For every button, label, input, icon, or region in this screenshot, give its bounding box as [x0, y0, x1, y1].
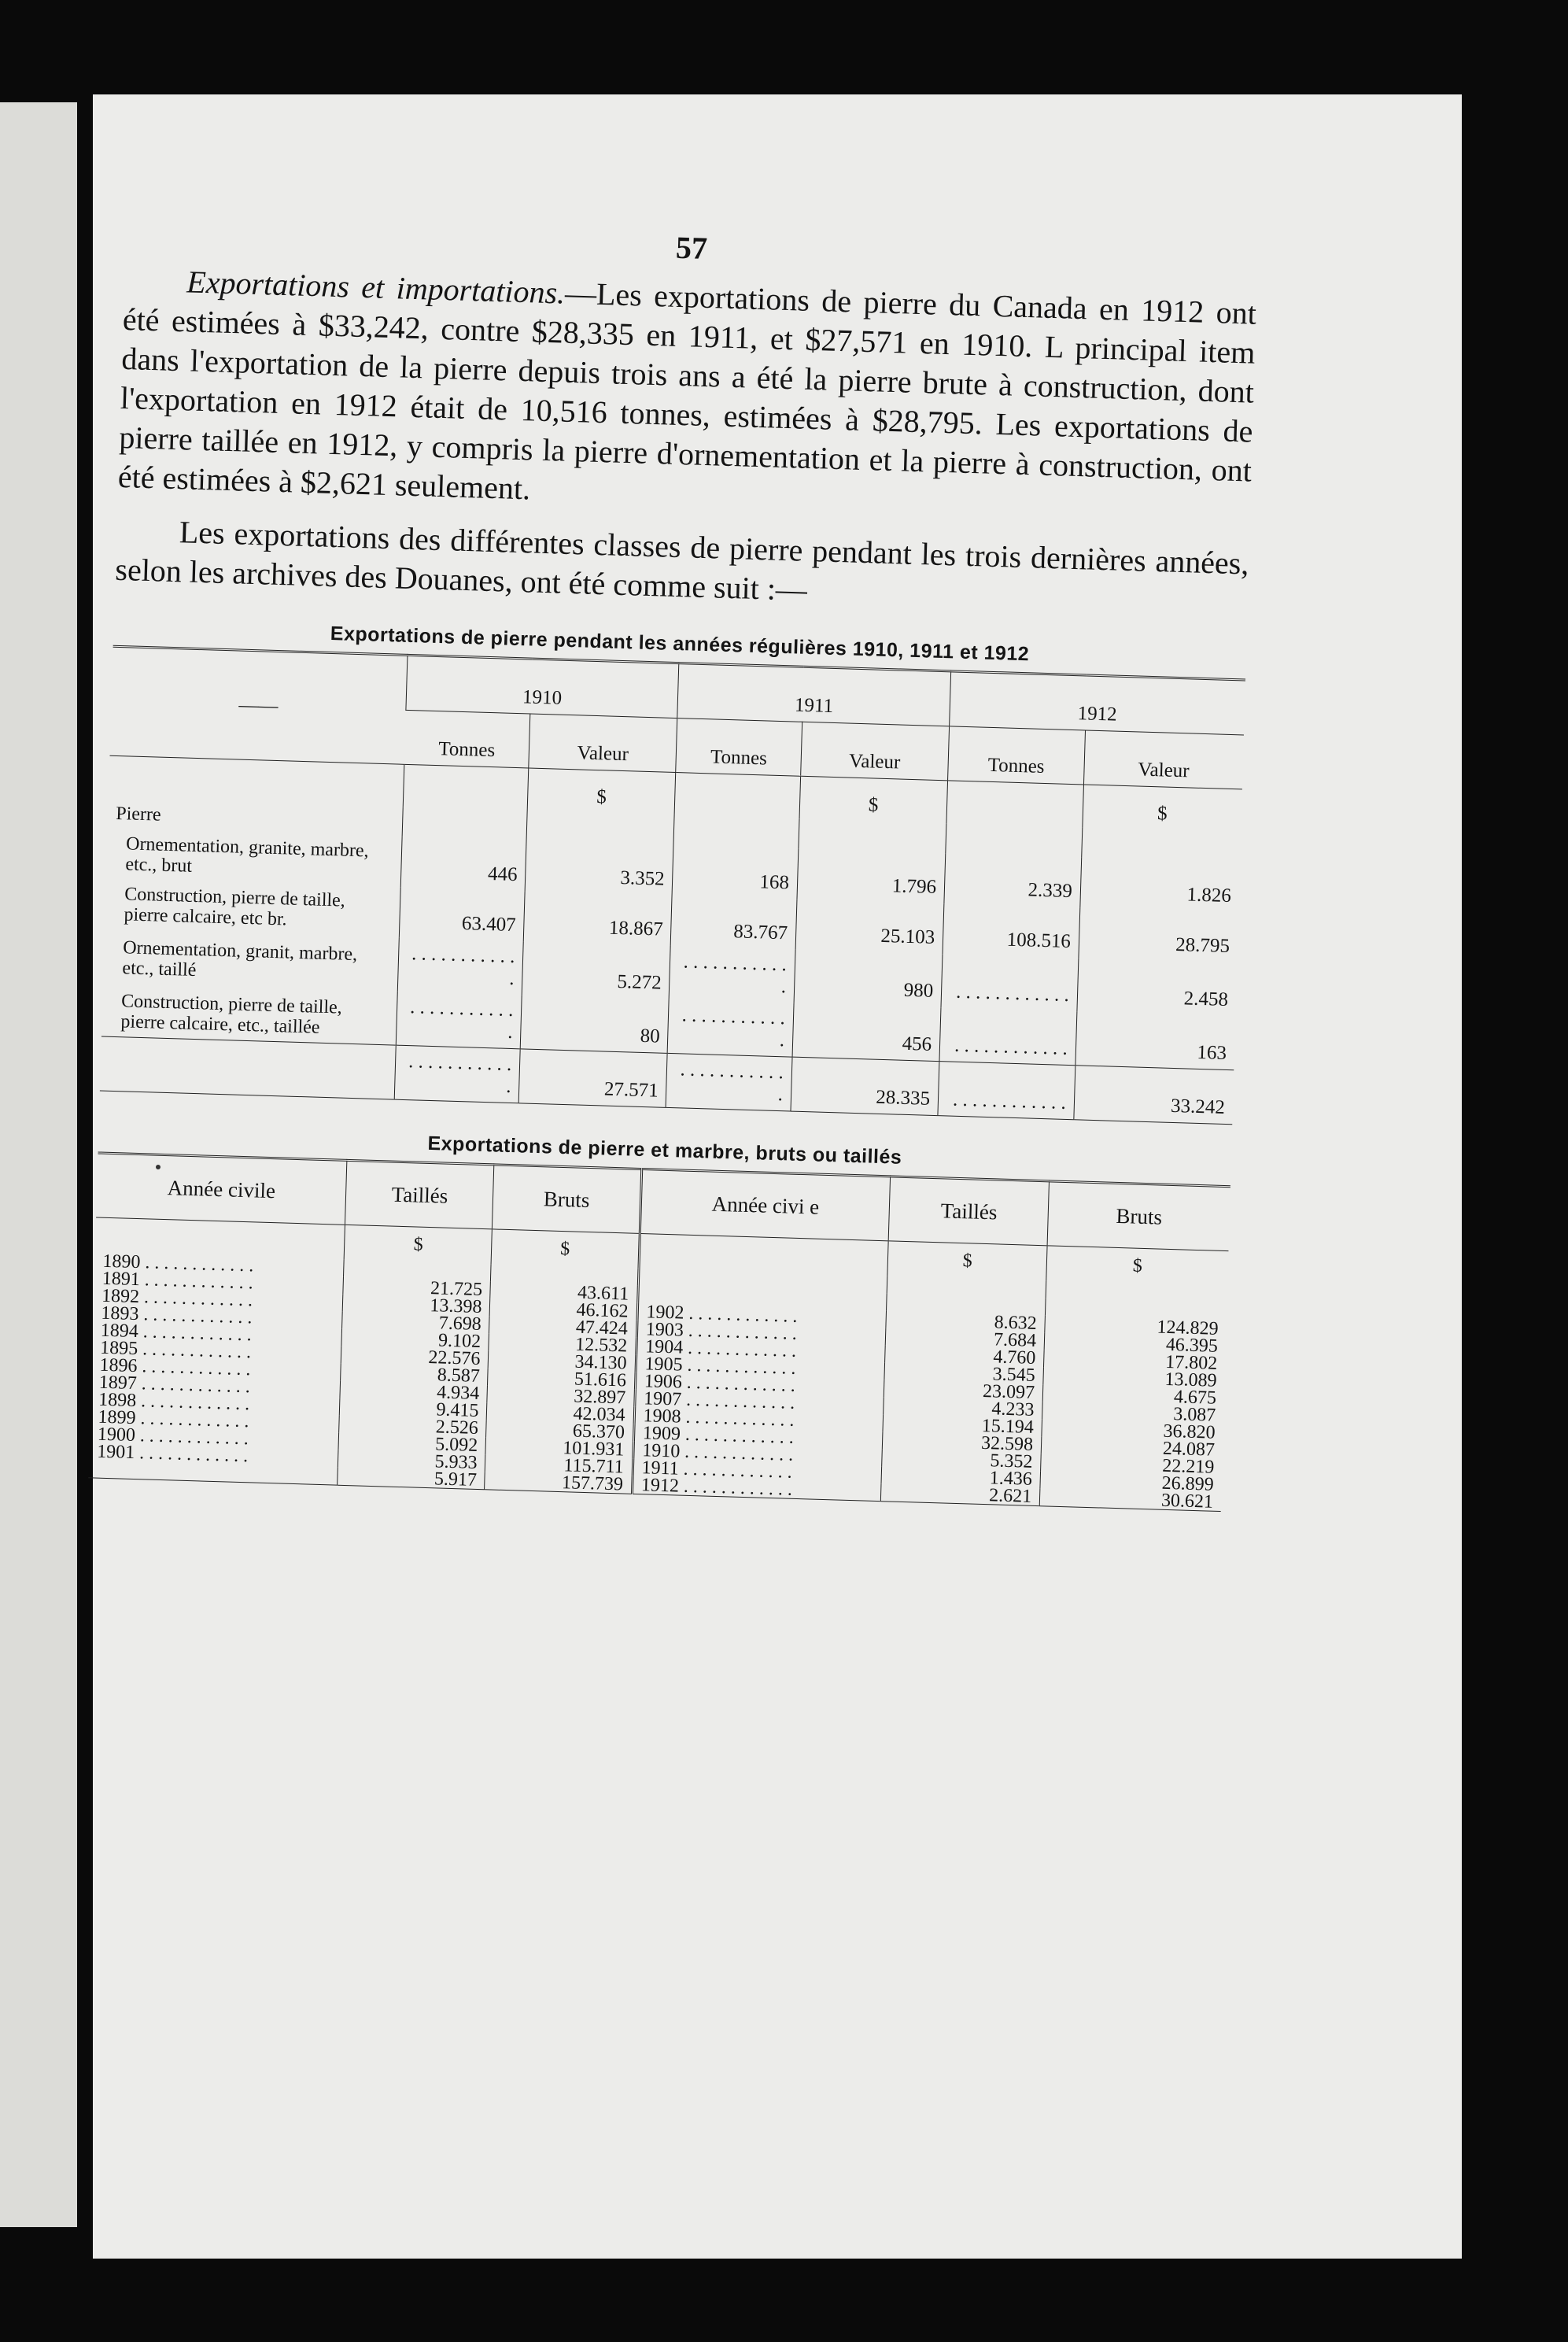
col-tonnes: Tonnes — [676, 718, 802, 777]
paragraph-body: —Les exportations de pierre du Canada en 1912 ont été estimées à $33,242, contre $28,335 en 1911, et $27,571 en 1910. L principal item dans l'exportation de la pierre depuis trois ans a été la pierre brute à construction, dont l'exportation en 1912 était de 10,516 tonnes, estimées à $28,795. Les exportations de pierre taillée en 1912, y compris la pierre d'ornementation et la pierre à construction, ont été estimées à $2,621 seulement. — [117, 275, 1257, 507]
tailles-cell: 2.526 — [339, 1416, 487, 1438]
tailles-cell: 32.598 — [883, 1431, 1042, 1454]
paragraph-classes: Les exportations des différentes classes de pierre pendant les trois dernières années, selon les archives des Douanes, ont été comme suit :— — [114, 514, 1250, 608]
col-year-right: Année civi e — [640, 1169, 891, 1240]
col-tonnes: Tonnes — [404, 710, 530, 768]
tailles-cell: 7.684 — [886, 1328, 1045, 1350]
tailles-cell: 3.545 — [884, 1362, 1043, 1384]
year-cell: 1896 . . . — [91, 1356, 341, 1380]
year-cell: 1890 . . . — [94, 1252, 344, 1276]
bruts-cell: 30.621 — [1039, 1488, 1221, 1511]
cell-value: 2.339 — [944, 853, 1082, 907]
cell-value: 25.103 — [795, 899, 944, 955]
year-cell: 1910 . . . — [633, 1442, 882, 1466]
col-tailles-left: Taillés — [345, 1160, 495, 1229]
col-tailles-right: Taillés — [889, 1177, 1050, 1246]
row-label: Construction, pierre de taille, pierre calcaire, etc., taillée — [120, 991, 343, 1038]
cell-empty — [668, 999, 794, 1057]
table-exports-by-calendar-year — [88, 1151, 1230, 1512]
tailles-cell: 22.576 — [341, 1346, 489, 1369]
cell-value: 163 — [1075, 1011, 1236, 1069]
year-cell: 1894 . . . — [93, 1321, 342, 1346]
tailles-cell: 13.398 — [342, 1295, 490, 1317]
tailles-cell: 4.934 — [340, 1381, 488, 1403]
cell-value: 18.867 — [524, 891, 673, 946]
tailles-cell: 1.436 — [881, 1466, 1040, 1488]
row-label: Construction, pierre de taille, pierre calcaire, etc br. — [124, 884, 346, 930]
col-bruts-left: Bruts — [493, 1165, 642, 1234]
table1-year-1912: 1912 — [950, 671, 1245, 735]
year-cell: 1892 . . . — [94, 1287, 343, 1311]
cell-empty — [394, 1045, 520, 1103]
cell-empty — [670, 946, 795, 1003]
bruts-cell: 124.829 — [1045, 1315, 1227, 1338]
bruts-cell: 65.370 — [486, 1420, 634, 1442]
unit-dollar: $ — [492, 1229, 640, 1269]
year-cell: 1906 . . . — [635, 1372, 884, 1397]
cell-value: 1.796 — [797, 849, 946, 904]
col-valeur: Valeur — [801, 722, 950, 781]
year-cell: 1905 . . . — [636, 1355, 885, 1380]
tailles-cell: 8.632 — [886, 1310, 1045, 1332]
cell-empty — [938, 1062, 1075, 1120]
tailles-cell: 8.587 — [341, 1364, 489, 1386]
tailles-cell: 4.760 — [885, 1345, 1044, 1367]
tailles-cell: 4.233 — [884, 1397, 1042, 1419]
cell-value: 3.352 — [525, 840, 673, 896]
bruts-cell: 13.089 — [1043, 1367, 1225, 1390]
total-1911: 28.335 — [791, 1057, 939, 1116]
year-cell: 1911 . . . — [633, 1459, 882, 1483]
tailles-cell: 5.933 — [338, 1450, 486, 1472]
cell-empty — [941, 954, 1079, 1011]
cell-value: 83.767 — [671, 896, 797, 950]
cell-empty — [939, 1007, 1077, 1066]
year-cell: 1891 . . . — [94, 1269, 343, 1294]
bruts-cell: 12.532 — [489, 1333, 636, 1355]
row-label: Pierre — [115, 803, 162, 826]
tailles-cell: 5.917 — [338, 1468, 485, 1490]
year-cell: 1907 . . . — [634, 1390, 884, 1414]
adjacent-page-edge — [0, 102, 77, 2227]
bruts-cell: 34.130 — [489, 1350, 636, 1372]
tailles-cell: 5.092 — [338, 1433, 486, 1455]
cell-value: 980 — [794, 950, 943, 1008]
year-cell: 1895 . . . — [92, 1339, 341, 1363]
year-cell: 1903 . . . — [636, 1321, 886, 1345]
tailles-cell: 9.102 — [341, 1329, 489, 1351]
bruts-cell: 51.616 — [488, 1368, 636, 1390]
year-cell: 1909 . . . — [633, 1424, 883, 1449]
cell-value: 108.516 — [943, 903, 1080, 958]
page-number: 57 — [675, 229, 708, 266]
bruts-cell: 42.034 — [487, 1402, 635, 1424]
table1-corner: —— — [110, 646, 408, 764]
unit-dollar: $ — [527, 768, 676, 815]
year-cell: 1899 . . . — [90, 1408, 339, 1432]
paragraph-exports — [117, 260, 1256, 530]
unit-dollar: $ — [1083, 785, 1242, 832]
tailles-cell: 21.725 — [343, 1277, 491, 1299]
cell-value: 168 — [673, 845, 799, 899]
bruts-cell: 4.675 — [1042, 1384, 1224, 1407]
year-cell: 1912 . . . — [632, 1476, 881, 1502]
cell-empty — [666, 1053, 792, 1111]
year-cell: 1902 . . . — [637, 1303, 887, 1328]
tailles-cell: 7.698 — [342, 1312, 490, 1334]
row-label: Ornementation, granite, marbre, etc., brut — [125, 833, 369, 877]
bruts-cell: 157.739 — [485, 1472, 633, 1494]
bruts-cell: 46.395 — [1044, 1332, 1226, 1355]
paragraph-heading: Exportations et importations. — [186, 264, 566, 311]
tailles-cell: 15.194 — [883, 1414, 1042, 1436]
bruts-cell: 43.611 — [490, 1281, 638, 1303]
col-year-left: Année civile — [96, 1153, 347, 1225]
table2-title: Exportations de pierre et marbre, bruts ou taillés — [427, 1132, 902, 1169]
year-cell: 1897 . . . — [91, 1373, 341, 1398]
tailles-cell: 9.415 — [340, 1398, 488, 1420]
bruts-cell: 24.087 — [1041, 1436, 1223, 1459]
table1-year-1910: 1910 — [406, 655, 680, 718]
bruts-cell: 17.802 — [1044, 1350, 1226, 1372]
row-label: Ornementation, granit, marbre, etc., taillé — [122, 937, 358, 981]
table1-title: Exportations de pierre pendant les années régulières 1910, 1911 et 1912 — [330, 622, 1030, 666]
table1-year-1911: 1911 — [677, 663, 951, 726]
unit-dollar: $ — [887, 1241, 1047, 1280]
page-content — [88, 212, 1258, 1512]
bruts-cell: 101.931 — [485, 1437, 633, 1459]
cell-value: 80 — [520, 995, 669, 1053]
year-cell: 1893 . . . — [93, 1304, 342, 1328]
bruts-cell: 47.424 — [489, 1316, 637, 1338]
tailles-cell: 5.352 — [882, 1449, 1041, 1471]
total-1910: 27.571 — [518, 1049, 667, 1108]
bruts-cell: 115.711 — [485, 1454, 633, 1476]
bruts-cell: 22.219 — [1041, 1454, 1223, 1476]
cell-empty — [397, 938, 523, 996]
year-cell: 1898 . . . — [90, 1391, 340, 1415]
table-exports-by-year — [100, 645, 1245, 1125]
year-cell: 1900 . . . — [90, 1425, 339, 1450]
cell-value: 28.795 — [1079, 907, 1238, 962]
tailles-cell: 23.097 — [884, 1380, 1043, 1402]
bruts-cell: 36.820 — [1042, 1419, 1223, 1442]
bruts-cell: 46.162 — [490, 1298, 638, 1321]
year-cell: 1901 . . . — [89, 1443, 338, 1467]
cell-value: 5.272 — [522, 941, 671, 999]
tailles-cell: 2.621 — [881, 1483, 1040, 1505]
cell-value: 446 — [400, 837, 526, 892]
bruts-cell: 32.897 — [487, 1385, 635, 1407]
col-bruts-right: Bruts — [1047, 1181, 1230, 1251]
unit-dollar: $ — [799, 776, 948, 823]
col-valeur: Valeur — [529, 714, 677, 773]
cell-value: 1.826 — [1080, 857, 1240, 912]
cell-value: 63.407 — [399, 888, 525, 942]
cell-empty — [396, 992, 522, 1049]
cell-value: 456 — [792, 1003, 941, 1062]
year-cell: 1904 . . . — [636, 1338, 885, 1362]
unit-dollar: $ — [344, 1225, 492, 1264]
year-cell: 1908 . . . — [634, 1407, 884, 1431]
col-tonnes: Tonnes — [948, 726, 1086, 785]
unit-dollar: $ — [1046, 1246, 1229, 1286]
col-valeur: Valeur — [1083, 730, 1244, 789]
cell-value: 2.458 — [1077, 958, 1238, 1016]
total-1912: 33.242 — [1074, 1066, 1234, 1125]
bruts-cell: 26.899 — [1040, 1471, 1222, 1494]
bruts-cell: 3.087 — [1042, 1402, 1224, 1424]
